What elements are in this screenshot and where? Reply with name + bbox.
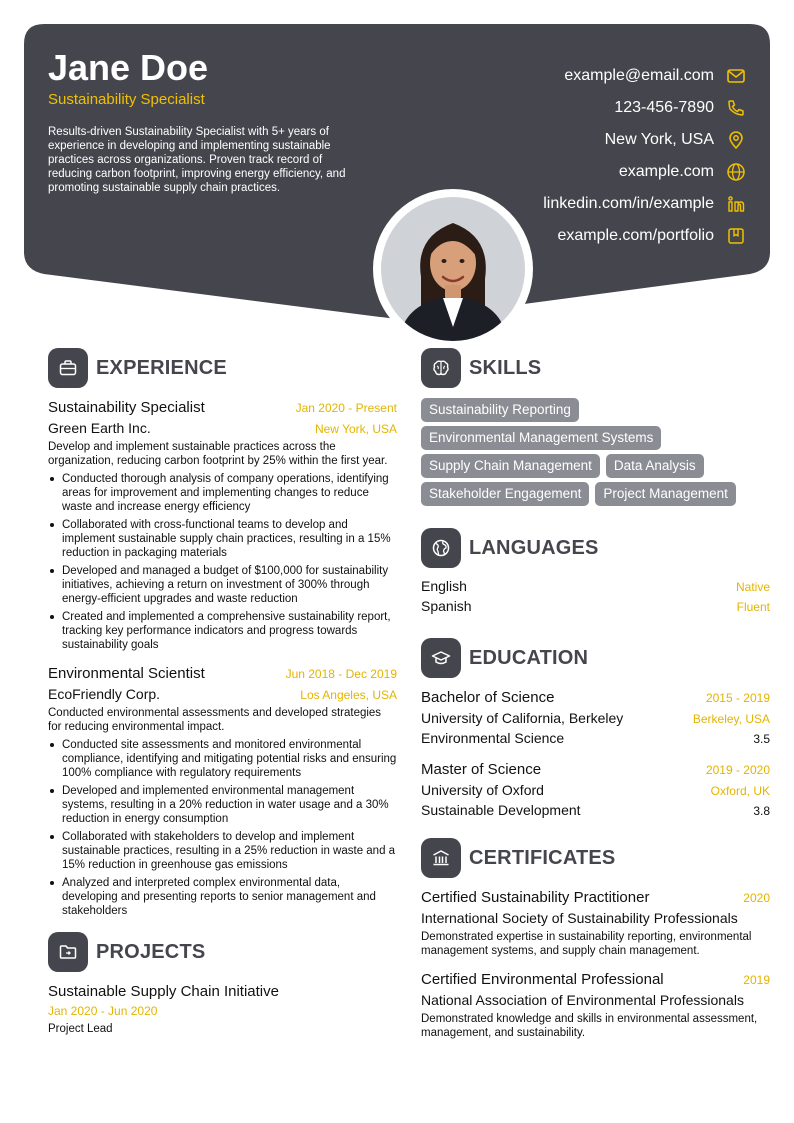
languages-list <box>421 578 770 618</box>
certificate-issuer: National Association of Environmental Professionals <box>421 992 744 1008</box>
institution-icon <box>421 838 461 878</box>
location-pin-icon <box>726 130 746 150</box>
language-level: Fluent <box>736 600 770 614</box>
bookmark-icon <box>726 226 746 246</box>
skill-tag: Supply Chain Management <box>421 454 600 478</box>
project-title: Sustainable Supply Chain Initiative <box>48 983 279 1000</box>
skills-header <box>421 348 770 388</box>
certificate-issuer: International Society of Sustainability Professionals <box>421 910 738 926</box>
phone-icon <box>726 98 746 118</box>
certificates-header <box>421 838 770 878</box>
degree: Master of Science <box>421 761 542 778</box>
bullet-item: Created and implemented a comprehensive sustainability report, tracking key performance indicators and progress towards sustainability goals <box>48 610 397 652</box>
graduation-cap-icon <box>421 638 461 678</box>
bullet-item: Collaborated with stakeholders to develop and implement sustainable practices, resulting in a 25% reduction in waste and a 15% reduction in greenhouse gas emissions <box>48 830 397 872</box>
gpa: 3.8 <box>753 804 770 818</box>
certificate-name: Certified Environmental Professional <box>421 971 664 988</box>
job-entry <box>48 664 397 918</box>
certificate-year: 2020 <box>743 891 770 905</box>
language-globe-icon <box>421 528 461 568</box>
brain-icon <box>421 348 461 388</box>
education-header <box>421 638 770 678</box>
skill-tag: Sustainability Reporting <box>421 398 579 422</box>
job-dates: Jun 2018 - Dec 2019 <box>285 667 397 681</box>
experience-title: EXPERIENCE <box>96 356 227 379</box>
school-location: Oxford, UK <box>710 784 770 798</box>
candidate-name: Jane Doe <box>48 47 209 88</box>
languages-header <box>421 528 770 568</box>
skill-tag: Stakeholder Engagement <box>421 482 589 506</box>
profile-summary: Results-driven Sustainability Specialist with 5+ years of experience in developing and implementing sustainable practices across organizations. Proven track record of reducing carbon footprint, improving energy efficiency, and promoting sustainable supply chain practices. <box>48 126 346 194</box>
contact-email[interactable] <box>390 60 770 92</box>
project-entry <box>48 982 397 1036</box>
linkedin-icon <box>726 194 746 214</box>
job-bullets <box>48 472 397 652</box>
bullet-item: Collaborated with cross-functional teams to develop and implement sustainable supply chain practices, resulting in a 15% reduction in packaging materials <box>48 518 397 560</box>
folder-icon <box>48 932 88 972</box>
certificate-year: 2019 <box>743 973 770 987</box>
contact-website-text[interactable]: example.com <box>618 163 714 180</box>
projects-header <box>48 932 397 972</box>
school-location: Berkeley, USA <box>692 712 770 726</box>
bullet-item: Analyzed and interpreted complex environmental data, developing and presenting reports to senior management and stakeholders <box>48 876 397 918</box>
job-dates: Jan 2020 - Present <box>295 401 397 415</box>
skills-list <box>421 398 770 510</box>
education-dates: 2019 - 2020 <box>705 763 770 777</box>
job-company: EcoFriendly Corp. <box>48 686 161 702</box>
school: University of California, Berkeley <box>421 710 624 726</box>
contact-linkedin-text[interactable]: linkedin.com/in/example <box>543 195 714 212</box>
project-dates: Jan 2020 - Jun 2020 <box>48 1004 158 1018</box>
education-dates: 2015 - 2019 <box>705 691 770 705</box>
degree: Bachelor of Science <box>421 689 555 706</box>
bullet-item: Conducted thorough analysis of company operations, identifying areas for improvement and implementing changes to reduce waste and increase energy efficiency <box>48 472 397 514</box>
job-entry <box>48 398 397 652</box>
mail-icon <box>726 66 746 86</box>
certificate-entry <box>421 888 770 958</box>
gpa: 3.5 <box>753 732 770 746</box>
job-title: Environmental Scientist <box>48 665 205 682</box>
job-company: Green Earth Inc. <box>48 420 151 436</box>
globe-icon <box>726 162 746 182</box>
avatar <box>381 197 525 341</box>
contact-email-text[interactable]: example@email.com <box>564 67 714 84</box>
contact-location-text: New York, USA <box>604 131 714 148</box>
certificate-name: Certified Sustainability Practitioner <box>421 889 650 906</box>
field-of-study: Sustainable Development <box>421 802 581 818</box>
certificates-title: CERTIFICATES <box>469 846 616 869</box>
skill-tag: Project Management <box>595 482 736 506</box>
bullet-item: Conducted site assessments and monitored environmental compliance, identifying and mitigating potential risks and ensuring 100% compliance with regulatory requirements <box>48 738 397 780</box>
profile-photo <box>373 189 533 349</box>
experience-header <box>48 348 397 388</box>
job-location: Los Angeles, USA <box>300 688 397 702</box>
projects-title: PROJECTS <box>96 940 206 963</box>
skills-title: SKILLS <box>469 356 542 379</box>
job-location: New York, USA <box>314 422 397 436</box>
contact-phone-text[interactable]: 123-456-7890 <box>614 99 714 116</box>
school: University of Oxford <box>421 782 544 798</box>
contact-website[interactable] <box>390 156 770 188</box>
contact-phone[interactable] <box>390 92 770 124</box>
project-role: Project Lead <box>48 1023 113 1035</box>
job-title: Sustainability Specialist <box>48 399 205 416</box>
candidate-title: Sustainability Specialist <box>48 91 205 108</box>
language-level: Native <box>735 580 770 594</box>
languages-title: LANGUAGES <box>469 536 599 559</box>
language-name: English <box>421 578 467 594</box>
skill-tag: Data Analysis <box>606 454 704 478</box>
certificate-description: Demonstrated knowledge and skills in environmental assessment, management, and sustainability. <box>421 1013 758 1039</box>
certificate-description: Demonstrated expertise in sustainability reporting, environmental management systems, and supply chain management. <box>421 931 752 957</box>
education-title: EDUCATION <box>469 646 589 669</box>
education-entry <box>421 760 770 820</box>
bullet-item: Developed and managed a budget of $100,000 for sustainability initiatives, achieving a return on investment of 300% through energy-efficient upgrades and waste reduction <box>48 564 397 606</box>
right-column <box>421 348 770 1052</box>
certificate-entry <box>421 970 770 1040</box>
language-row <box>421 578 770 598</box>
contact-location <box>390 124 770 156</box>
field-of-study: Environmental Science <box>421 730 565 746</box>
left-column <box>48 348 397 1036</box>
language-name: Spanish <box>421 598 472 614</box>
language-row <box>421 598 770 618</box>
education-entry <box>421 688 770 748</box>
job-description: Conducted environmental assessments and developed strategies for reducing environmental impact. <box>48 707 382 733</box>
bullet-item: Developed and implemented environmental management systems, resulting in a 20% reduction in water usage and a 30% reduction in energy consumption <box>48 784 397 826</box>
contact-portfolio-text[interactable]: example.com/portfolio <box>557 227 714 244</box>
job-bullets <box>48 738 397 918</box>
job-description: Develop and implement sustainable practices across the organization, reducing carbon footprint by 25% within the first year. <box>48 441 388 467</box>
briefcase-icon <box>48 348 88 388</box>
skill-tag: Environmental Management Systems <box>421 426 661 450</box>
